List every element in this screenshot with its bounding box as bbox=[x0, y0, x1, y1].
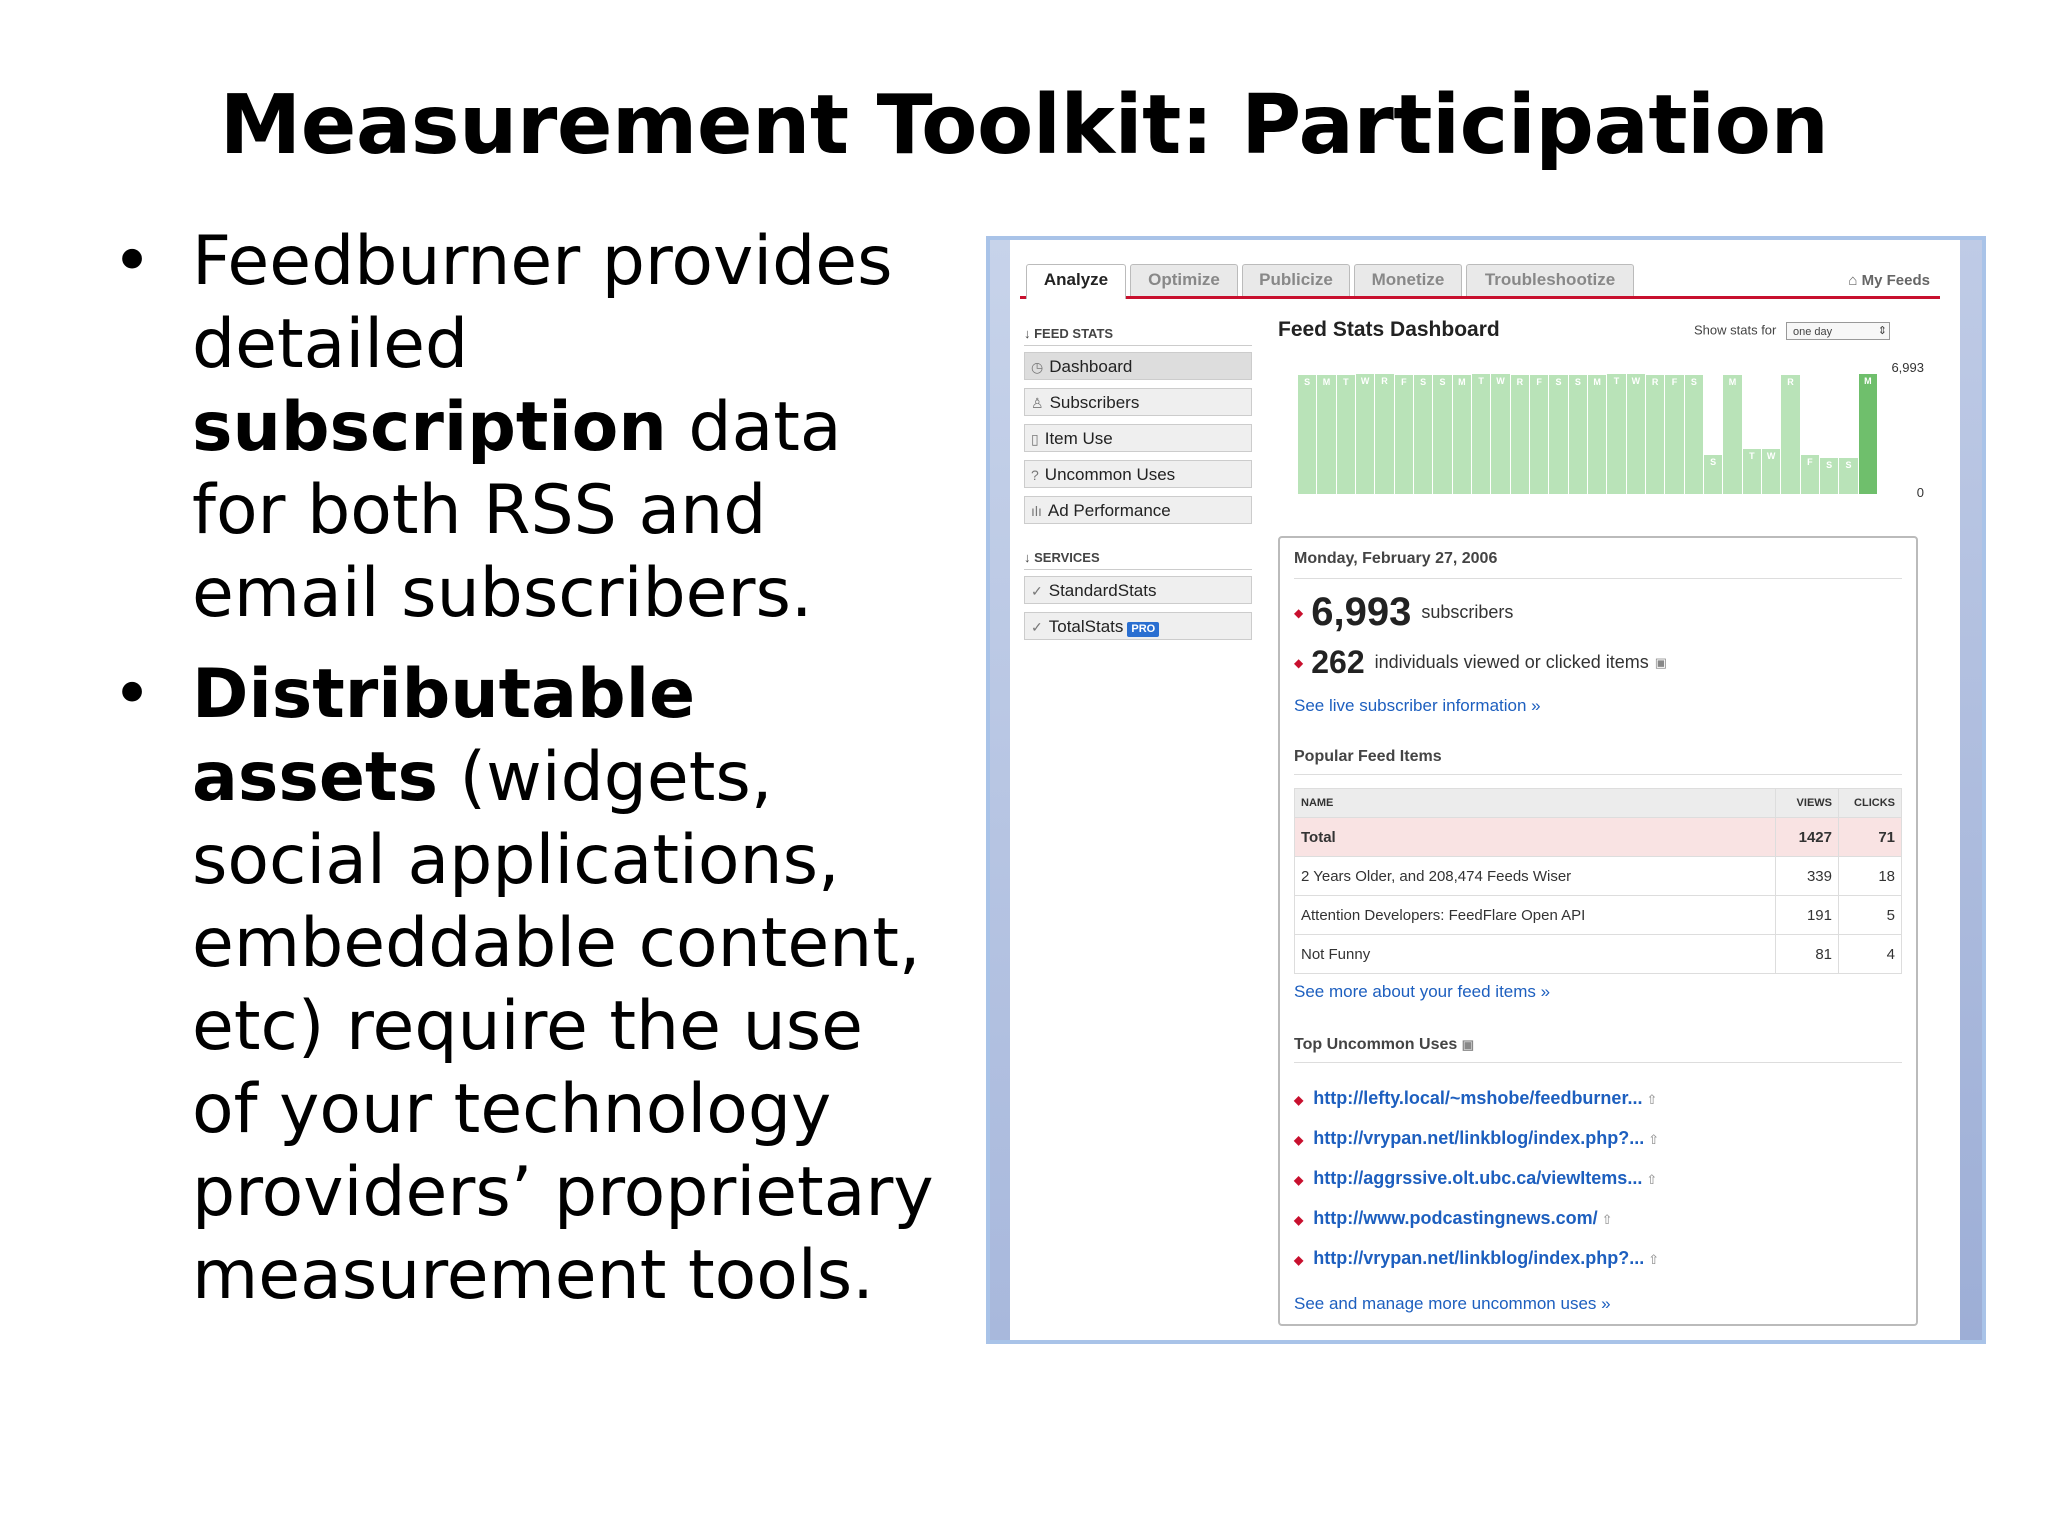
chart-bar[interactable] bbox=[1665, 375, 1684, 494]
list-item[interactable] bbox=[1294, 1238, 1894, 1278]
bullet-marker: • bbox=[112, 222, 153, 301]
services-heading: ↓ SERVICES bbox=[1024, 550, 1252, 570]
chart-bar-label: F bbox=[1671, 376, 1678, 387]
chart-bar-label: S bbox=[1439, 376, 1446, 387]
chart-bar[interactable] bbox=[1646, 375, 1665, 494]
user-icon: ♙ bbox=[1031, 395, 1044, 411]
sidebar-item-standardstats[interactable] bbox=[1024, 576, 1252, 604]
item-name[interactable]: 2 Years Older, and 208,474 Feeds Wiser bbox=[1295, 857, 1776, 896]
bullet-item bbox=[110, 220, 940, 635]
sidebar-item-totalstats[interactable] bbox=[1024, 612, 1252, 640]
chart-bar-label: R bbox=[1381, 376, 1388, 387]
chart-bar-label: M bbox=[1864, 376, 1872, 386]
document-icon: ▯ bbox=[1031, 431, 1039, 447]
chart-bar[interactable] bbox=[1491, 374, 1510, 494]
diamond-bullet-icon: ◆ bbox=[1294, 605, 1304, 620]
tab-optimize[interactable]: Optimize bbox=[1130, 264, 1238, 296]
table-header-row bbox=[1295, 789, 1902, 818]
item-name[interactable]: Attention Developers: FeedFlare Open API bbox=[1295, 896, 1776, 935]
sidebar-item-label: Dashboard bbox=[1049, 357, 1133, 376]
chart-bar-label: T bbox=[1478, 376, 1484, 387]
feed-stats-heading: ↓ FEED STATS bbox=[1024, 326, 1252, 346]
bullet-text: data for both RSS and email subscribers. bbox=[192, 388, 842, 633]
uncommon-use-url[interactable]: http://www.podcastingnews.com/ bbox=[1313, 1208, 1598, 1228]
column-header-views[interactable]: VIEWS bbox=[1776, 789, 1839, 818]
uncommon-uses-list bbox=[1294, 1078, 1894, 1278]
item-clicks: 5 bbox=[1839, 896, 1902, 935]
chart-bar[interactable] bbox=[1375, 374, 1394, 494]
sidebar-item-uncommon-uses[interactable] bbox=[1024, 460, 1252, 488]
diamond-bullet-icon: ◆ bbox=[1294, 1173, 1304, 1187]
tab-monetize[interactable]: Monetize bbox=[1354, 264, 1462, 296]
sidebar-item-dashboard[interactable] bbox=[1024, 352, 1252, 380]
uncommon-use-url[interactable]: http://lefty.local/~mshobe/feedburner... bbox=[1313, 1088, 1643, 1108]
summary-panel bbox=[1278, 536, 1918, 1326]
chart-bar[interactable] bbox=[1685, 375, 1704, 494]
window-right-edge bbox=[1960, 240, 1982, 1340]
chart-bar[interactable] bbox=[1704, 455, 1723, 494]
bullet-bold-text: subscription bbox=[192, 388, 667, 467]
chart-bar[interactable] bbox=[1723, 375, 1742, 494]
feedburner-ui bbox=[1020, 250, 1940, 1330]
chart-bar-label: W bbox=[1360, 376, 1370, 387]
pro-badge: PRO bbox=[1127, 622, 1159, 637]
question-icon: ? bbox=[1031, 467, 1039, 483]
tab-analyze[interactable]: Analyze bbox=[1026, 264, 1126, 299]
list-item[interactable] bbox=[1294, 1078, 1894, 1118]
sidebar-item-label: TotalStats bbox=[1048, 617, 1124, 636]
chart-bar-label: T bbox=[1749, 451, 1755, 462]
viewed-value: 262 bbox=[1311, 644, 1365, 680]
tab-publicize[interactable]: Publicize bbox=[1242, 264, 1350, 296]
uncommon-use-url[interactable]: http://aggrssive.olt.ubc.ca/viewItems... bbox=[1313, 1168, 1643, 1188]
chart-bar[interactable] bbox=[1511, 375, 1530, 494]
manage-uncommon-uses-link[interactable]: See and manage more uncommon uses » bbox=[1294, 1294, 1611, 1313]
external-link-icon[interactable]: ⇧ bbox=[1601, 1212, 1613, 1227]
sidebar-item-label: Item Use bbox=[1044, 429, 1113, 448]
chart-bar[interactable] bbox=[1588, 375, 1607, 494]
sidebar-item-label: Ad Performance bbox=[1047, 501, 1171, 520]
chart-bar-label: S bbox=[1690, 376, 1697, 387]
chart-bar-label: F bbox=[1807, 456, 1813, 467]
diamond-bullet-icon: ◆ bbox=[1294, 1213, 1304, 1227]
chart-bar-label: R bbox=[1787, 376, 1794, 387]
item-views: 1427 bbox=[1776, 818, 1839, 857]
sidebar-item-label: Uncommon Uses bbox=[1044, 465, 1176, 484]
home-icon: ⌂ bbox=[1848, 272, 1862, 289]
chart-bar[interactable] bbox=[1356, 374, 1375, 494]
chart-bar[interactable] bbox=[1781, 375, 1800, 494]
chart-bar[interactable] bbox=[1317, 375, 1336, 494]
item-views: 191 bbox=[1776, 896, 1839, 935]
chart-bar-label: T bbox=[1613, 376, 1620, 387]
chart-bar-label: T bbox=[1343, 376, 1349, 387]
column-header-name[interactable]: NAME bbox=[1295, 789, 1776, 818]
chart-bar[interactable] bbox=[1298, 375, 1317, 494]
dashboard-title: Feed Stats Dashboard bbox=[1278, 318, 1500, 341]
bullet-text: Feedburner provides detailed bbox=[192, 222, 893, 384]
show-stats-control bbox=[1694, 322, 1890, 340]
info-icon[interactable]: ▣ bbox=[1461, 1037, 1475, 1052]
chart-bar[interactable] bbox=[1820, 458, 1839, 494]
viewed-label: individuals viewed or clicked items bbox=[1374, 652, 1649, 672]
chart-bar-label: S bbox=[1574, 376, 1581, 387]
item-views: 339 bbox=[1776, 857, 1839, 896]
more-feed-items-link[interactable]: See more about your feed items » bbox=[1294, 982, 1551, 1001]
chart-bar-label: W bbox=[1766, 451, 1776, 462]
main-tabs bbox=[1020, 260, 1940, 299]
column-header-clicks[interactable]: CLICKS bbox=[1839, 789, 1902, 818]
chart-bar-label: R bbox=[1651, 376, 1659, 387]
subscribers-stat bbox=[1294, 590, 1513, 635]
chart-bar-label: F bbox=[1536, 376, 1542, 387]
chart-bar[interactable] bbox=[1627, 374, 1646, 494]
chart-bar-label: F bbox=[1401, 376, 1407, 387]
chart-bar[interactable] bbox=[1414, 375, 1433, 494]
sidebar-item-label: Subscribers bbox=[1049, 393, 1140, 412]
chart-bar-label: M bbox=[1593, 376, 1601, 387]
item-name: Total bbox=[1295, 818, 1776, 857]
live-subscriber-link[interactable]: See live subscriber information » bbox=[1294, 696, 1541, 715]
list-item[interactable] bbox=[1294, 1118, 1894, 1158]
chart-bar-label: M bbox=[1322, 376, 1331, 387]
chart-bar-label: S bbox=[1710, 456, 1717, 467]
popular-items-heading: Popular Feed Items bbox=[1294, 748, 1442, 765]
table-row-total bbox=[1295, 818, 1902, 857]
my-feeds-label: My Feeds bbox=[1861, 272, 1930, 289]
uncommon-uses-heading bbox=[1294, 1036, 1474, 1054]
sidebar-item-item-use[interactable] bbox=[1024, 424, 1252, 452]
external-link-icon[interactable]: ⇧ bbox=[1648, 1132, 1660, 1147]
bullet-text: (widgets, social applications, embeddable content, etc) require the use of your technology providers’ proprietary measurement tools. bbox=[192, 738, 934, 1315]
chart-bar[interactable] bbox=[1801, 455, 1820, 494]
list-item[interactable] bbox=[1294, 1198, 1894, 1238]
chart-bar-label: W bbox=[1631, 376, 1641, 387]
window-left-edge bbox=[990, 240, 1010, 1340]
chart-bar-label: S bbox=[1826, 459, 1833, 470]
check-icon: ✓ bbox=[1031, 583, 1043, 599]
chart-min-label: 0 bbox=[1916, 485, 1924, 500]
chart-bar[interactable] bbox=[1395, 375, 1414, 494]
chart-bar-label: S bbox=[1845, 459, 1852, 470]
chart-bar[interactable] bbox=[1762, 449, 1781, 494]
item-clicks: 18 bbox=[1839, 857, 1902, 896]
chart-bar[interactable] bbox=[1607, 374, 1626, 494]
chart-bar[interactable] bbox=[1433, 375, 1452, 494]
subscribers-chart bbox=[1278, 360, 1938, 520]
bullet-marker: • bbox=[112, 655, 153, 734]
feedburner-screenshot bbox=[986, 236, 1986, 1344]
chart-bar[interactable] bbox=[1453, 375, 1472, 494]
chart-bar-label: R bbox=[1516, 376, 1524, 387]
viewed-stat bbox=[1294, 644, 1667, 681]
subscribers-value: 6,993 bbox=[1311, 590, 1412, 634]
chart-bar[interactable] bbox=[1472, 374, 1491, 494]
list-item[interactable] bbox=[1294, 1158, 1894, 1198]
item-views: 81 bbox=[1776, 935, 1839, 974]
external-link-icon[interactable]: ⇧ bbox=[1648, 1252, 1660, 1267]
uncommon-uses-heading-label: Top Uncommon Uses bbox=[1294, 1036, 1458, 1053]
chart-bar-label: S bbox=[1420, 376, 1427, 387]
select-arrows-icon: ⇕ bbox=[1877, 325, 1887, 337]
period-select[interactable] bbox=[1786, 322, 1890, 340]
external-link-icon[interactable]: ⇧ bbox=[1646, 1172, 1658, 1187]
show-stats-label: Show stats for bbox=[1694, 322, 1777, 338]
item-name[interactable]: Not Funny bbox=[1295, 935, 1776, 974]
period-select-value: one day bbox=[1793, 326, 1833, 338]
chart-max-label: 6,993 bbox=[1891, 360, 1924, 375]
chart-bar-label: W bbox=[1496, 376, 1505, 387]
table-row bbox=[1295, 857, 1902, 896]
chart-bar-label: S bbox=[1304, 376, 1311, 387]
chart-bar[interactable] bbox=[1569, 375, 1588, 494]
table-row bbox=[1295, 935, 1902, 974]
clock-icon: ◷ bbox=[1031, 359, 1044, 375]
check-icon: ✓ bbox=[1031, 619, 1043, 635]
diamond-bullet-icon: ◆ bbox=[1294, 1093, 1304, 1107]
diamond-bullet-icon: ◆ bbox=[1294, 1133, 1304, 1147]
diamond-bullet-icon: ◆ bbox=[1294, 655, 1304, 670]
info-icon[interactable]: ▣ bbox=[1654, 655, 1668, 671]
bullet-bold-text: Distributable assets bbox=[192, 655, 696, 817]
chart-bar[interactable] bbox=[1549, 375, 1568, 494]
chart-bar[interactable] bbox=[1743, 449, 1762, 494]
bullet-item bbox=[110, 653, 940, 1317]
subscribers-label: subscribers bbox=[1421, 602, 1514, 622]
chart-bar[interactable] bbox=[1839, 458, 1858, 494]
chart-bar[interactable] bbox=[1337, 375, 1356, 494]
bullet-list bbox=[110, 220, 940, 1335]
bar-chart-icon: ılı bbox=[1031, 503, 1042, 519]
divider bbox=[1294, 578, 1902, 579]
diamond-bullet-icon: ◆ bbox=[1294, 1253, 1304, 1267]
chart-bar-label: M bbox=[1458, 376, 1466, 387]
table-row bbox=[1295, 896, 1902, 935]
chart-bar-label: M bbox=[1728, 376, 1737, 387]
chart-bar-label: S bbox=[1555, 376, 1562, 387]
slide-title: Measurement Toolkit: Participation bbox=[219, 78, 1829, 173]
chart-bar[interactable] bbox=[1530, 375, 1549, 494]
item-clicks: 71 bbox=[1839, 818, 1902, 857]
sidebar-item-subscribers[interactable] bbox=[1024, 388, 1252, 416]
popular-items-table bbox=[1294, 788, 1902, 974]
divider bbox=[1294, 774, 1902, 775]
sidebar-item-ad-performance[interactable] bbox=[1024, 496, 1252, 524]
chart-bar[interactable] bbox=[1859, 374, 1878, 494]
sidebar-item-label: StandardStats bbox=[1048, 581, 1157, 600]
item-clicks: 4 bbox=[1839, 935, 1902, 974]
uncommon-use-url[interactable]: http://vrypan.net/linkblog/index.php?... bbox=[1313, 1128, 1645, 1148]
my-feeds-link[interactable] bbox=[1848, 272, 1930, 289]
uncommon-use-url[interactable]: http://vrypan.net/linkblog/index.php?... bbox=[1313, 1248, 1645, 1268]
divider bbox=[1294, 1062, 1902, 1063]
tab-troubleshootize[interactable]: Troubleshootize bbox=[1466, 264, 1634, 296]
summary-date: Monday, February 27, 2006 bbox=[1294, 550, 1498, 567]
external-link-icon[interactable]: ⇧ bbox=[1646, 1092, 1658, 1107]
